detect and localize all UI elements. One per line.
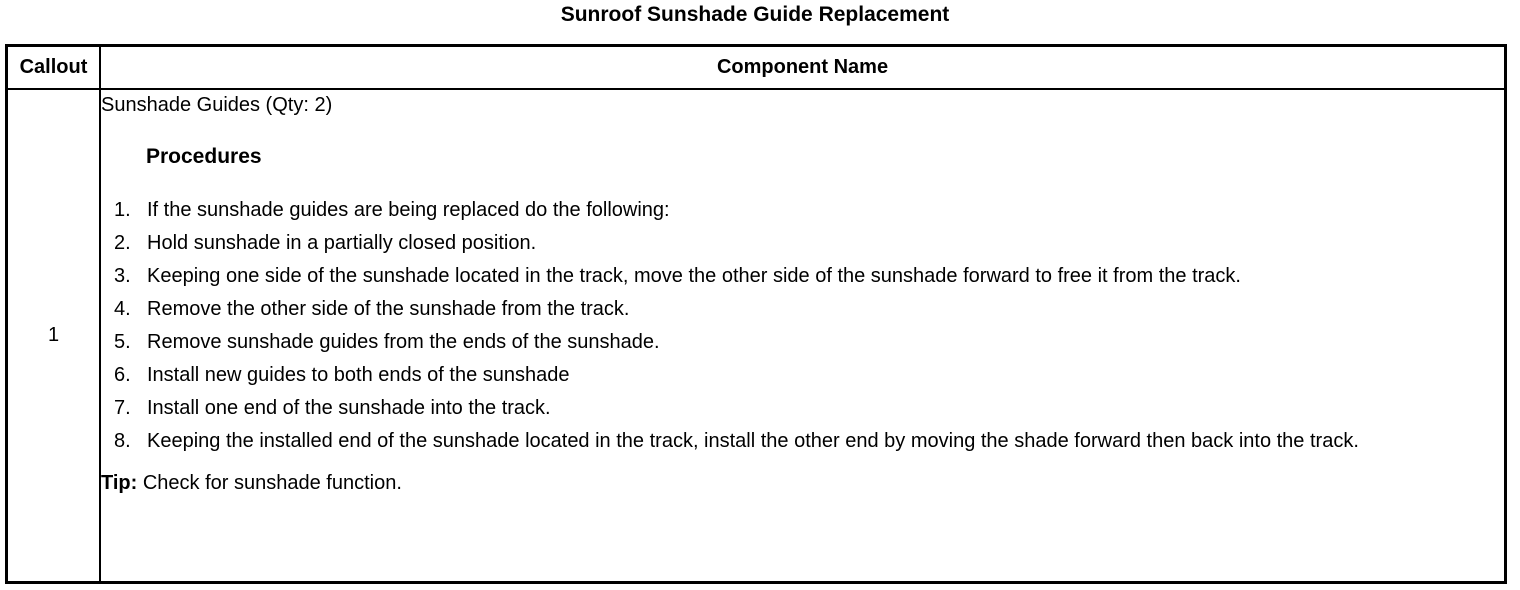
tip-text: Check for sunshade function. [142,472,402,494]
procedure-step [101,195,1504,225]
procedure-step [101,360,1504,390]
step-number: 3. [114,265,131,287]
step-number: 4. [114,298,131,320]
step-number: 6. [114,364,131,386]
procedure-step [101,294,1504,324]
step-text: If the sunshade guides are being replaced do the following: [147,199,670,221]
tip-note [101,468,1504,498]
step-text: Keeping one side of the sunshade located in the track, move the other side of the sunshade forward to free it from the track. [147,265,1241,287]
component-name-column-header: Component Name [100,46,1506,90]
procedure-steps-list [101,195,1504,456]
step-text: Install one end of the sunshade into the track. [147,397,551,419]
step-text: Install new guides to both ends of the sunshade [147,364,570,386]
tip-label: Tip: [101,472,138,494]
procedure-step [101,426,1504,456]
step-number: 1. [114,199,131,221]
procedure-step [101,228,1504,258]
step-number: 7. [114,397,131,419]
step-text: Remove sunshade guides from the ends of the sunshade. [147,331,660,353]
step-number: 8. [114,430,131,452]
component-table [5,44,1507,584]
procedure-step [101,261,1504,291]
procedure-step [101,327,1504,357]
step-text: Remove the other side of the sunshade from the track. [147,298,630,320]
page-title: Sunroof Sunshade Guide Replacement [560,3,950,26]
callout-number: 1 [7,89,101,583]
step-text: Keeping the installed end of the sunshade located in the track, install the other end by moving the shade forward then back into the track. [147,430,1359,452]
table-row [7,89,1506,583]
component-name: Sunshade Guides (Qty: 2) [101,94,333,116]
step-text: Hold sunshade in a partially closed position. [147,232,537,254]
procedures-heading: Procedures [146,145,262,168]
step-number: 2. [114,232,131,254]
callout-column-header: Callout [7,46,101,90]
step-number: 5. [114,331,131,353]
component-cell [100,89,1506,583]
procedure-step [101,393,1504,423]
table-header-row [7,46,1506,90]
